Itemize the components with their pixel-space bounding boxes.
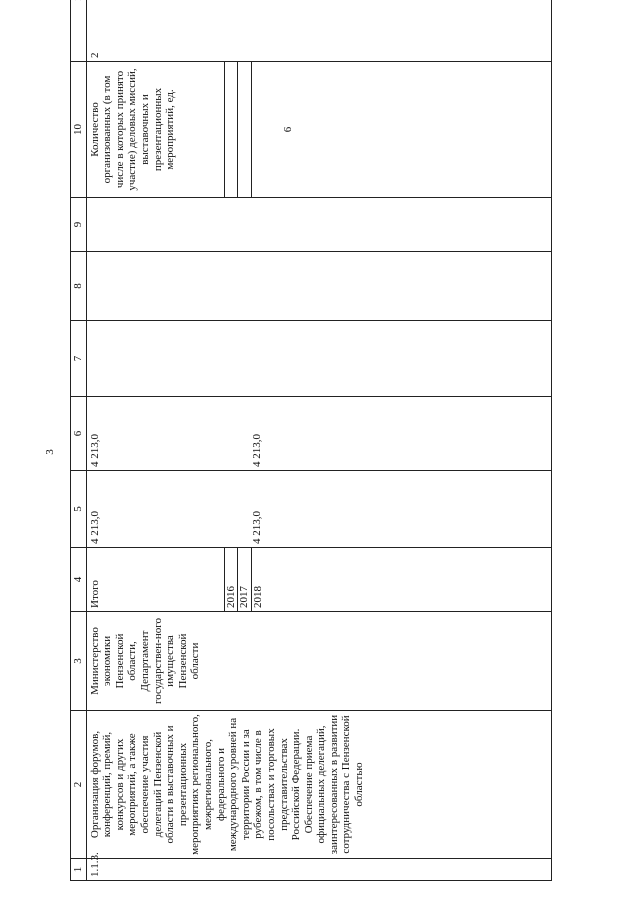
year-col10 [224, 62, 238, 198]
header-col-3: 3 [71, 612, 87, 711]
header-row [71, 0, 87, 881]
col7-cell [86, 321, 551, 397]
header-col-11 [71, 0, 87, 62]
col11-cell: 2 [86, 0, 551, 62]
header-col-1: 1 [71, 859, 87, 881]
col9-cell [86, 198, 551, 252]
measure-description: Организация форумов, конференций, премий, конкурсов и других мероприятий, а также обеспечение участия делегаций Пензенской области в выставочных и презентационных мероприятиях регионального, межрегионального, федерального и международного уровней на территории России и за рубежом, в том числе в посольствах и торговых представительствах Российской Федерации. Обеспечение приема официальных делегаций, заинтересованных в развитии сотрудничества с Пензенской областью [86, 711, 551, 859]
col8-cell [86, 252, 551, 321]
header-col-8: 8 [71, 252, 87, 321]
year-col5: 4 213,0 [251, 471, 551, 548]
year-col5 [224, 471, 238, 548]
indicator-cell: Количество организованных (в том числе в которых принято участие) деловых миссий, выставочных и презентационных мероприятий, ед. [86, 62, 224, 198]
year-cell: 2018 [251, 548, 551, 612]
header-col-5: 5 [71, 471, 87, 548]
page-number: 3 [44, 449, 56, 455]
year-col5 [238, 471, 252, 548]
total-col6: 4 213,0 [86, 397, 224, 471]
year-col6 [238, 397, 252, 471]
year-cell: 2017 [238, 548, 252, 612]
header-col-2: 2 [71, 711, 87, 859]
header-col-10: 10 [71, 62, 87, 198]
year-col6: 4 213,0 [251, 397, 551, 471]
total-label: Итого [86, 548, 224, 612]
program-table [70, 0, 552, 881]
header-col-7: 7 [71, 321, 87, 397]
year-cell: 2016 [224, 548, 238, 612]
table-row-total [86, 0, 224, 881]
year-col6 [224, 397, 238, 471]
row-number: 1.1.3. [86, 859, 551, 881]
rotated-table-container [70, 31, 570, 881]
header-col-4: 4 [71, 548, 87, 612]
header-col-6: 6 [71, 397, 87, 471]
header-col-9: 9 [71, 198, 87, 252]
total-col5: 4 213,0 [86, 471, 224, 548]
year-col10: 6 [251, 62, 551, 198]
year-col10 [238, 62, 252, 198]
executor-cell: Министерство экономики Пензенской области, Департамент государствен-ного имущества Пензенской области [86, 612, 551, 711]
